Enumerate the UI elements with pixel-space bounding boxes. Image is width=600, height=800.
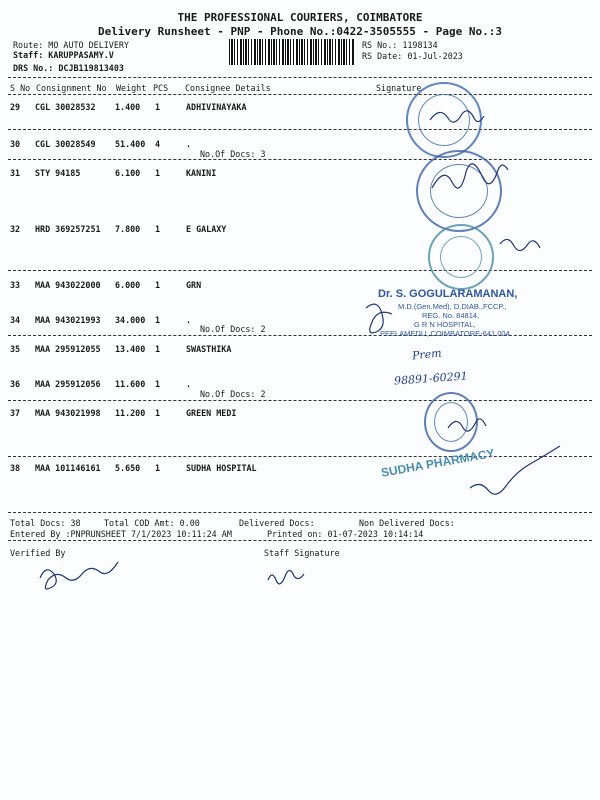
- row-pcs: 1: [155, 344, 161, 354]
- row-consignment: MAA 295912056: [35, 379, 101, 389]
- row-pcs: 4: [155, 139, 161, 149]
- doctor-stamp-reg: REG. No. 84814,: [422, 311, 480, 320]
- row-pcs: 1: [155, 280, 161, 290]
- row-consignee: SUDHA HOSPITAL: [186, 463, 257, 473]
- row-consignment: MAA 943021998: [35, 408, 101, 418]
- row-pcs: 1: [155, 224, 161, 234]
- total-cod: Total COD Amt: 0.00: [104, 518, 200, 528]
- staff-signature-label: Staff Signature: [264, 548, 340, 558]
- row-weight: 7.800: [115, 224, 141, 234]
- row-consignee: ADHIVINAYAKA: [186, 102, 247, 112]
- pharmacy-stamp: SUDHA PHARMACY: [380, 446, 496, 480]
- row-sno: 35: [10, 344, 21, 354]
- rs-number: RS No.: 1198134: [362, 40, 438, 50]
- row-sno: 36: [10, 379, 21, 389]
- row-docs-note: No.Of Docs: 2: [200, 389, 266, 399]
- row-consignment: MAA 943021993: [35, 315, 101, 325]
- row-consignee: GREEN MEDI: [186, 408, 237, 418]
- row-consignment: MAA 295912055: [35, 344, 101, 354]
- row-consignment: MAA 943022000: [35, 280, 101, 290]
- row-consignee: KANINI: [186, 168, 217, 178]
- col-pcs: PCS: [153, 83, 169, 93]
- row-sno: 37: [10, 408, 21, 418]
- delivered-docs: Delivered Docs:: [239, 518, 315, 528]
- rs-date: RS Date: 01-Jul-2023: [362, 51, 463, 61]
- row-weight: 11.600: [115, 379, 146, 389]
- row-weight: 1.400: [115, 102, 141, 112]
- row-consignment: MAA 101146161: [35, 463, 101, 473]
- company-title: THE PROFESSIONAL COURIERS, COIMBATORE: [177, 11, 423, 24]
- row-sno: 30: [10, 139, 21, 149]
- row-weight: 6.100: [115, 168, 141, 178]
- signature-row-37: [448, 419, 486, 431]
- entered-by: Entered By :PNPRUNSHEET 7/1/2023 10:11:24 AM: [10, 529, 232, 539]
- row-consignment: HRD 369257251: [35, 224, 101, 234]
- row-pcs: 1: [155, 168, 161, 178]
- row-weight: 13.400: [115, 344, 146, 354]
- row-consignee: .: [186, 315, 192, 325]
- route-label: Route: MO AUTO DELIVERY: [13, 40, 129, 50]
- signature-row-34: [366, 304, 392, 333]
- row-consignee: .: [186, 379, 192, 389]
- row-pcs: 1: [155, 379, 161, 389]
- row-consignee: SWASTHIKA: [186, 344, 232, 354]
- row-sno: 33: [10, 280, 21, 290]
- signature-row-31: [432, 164, 508, 188]
- row-weight: 5.650: [115, 463, 141, 473]
- row-consignee: .: [186, 139, 192, 149]
- handwritten-name: Prem: [411, 346, 443, 363]
- row-pcs: 1: [155, 463, 161, 473]
- signature-row-29: [430, 111, 484, 122]
- handwritten-phone: 98891-60291: [393, 369, 469, 388]
- total-docs: Total Docs: 38: [10, 518, 81, 528]
- staff-label: Staff: KARUPPASAMY.V: [13, 50, 114, 60]
- row-consignee: GRN: [186, 280, 202, 290]
- row-weight: 34.000: [115, 315, 146, 325]
- signature-row-32: [500, 239, 540, 250]
- runsheet-subtitle: Delivery Runsheet - PNP - Phone No.:0422-3505555 - Page No.:3: [98, 25, 502, 38]
- staff-signature: [268, 570, 304, 583]
- doctor-stamp-address: PEELAMEDU, COIMBATORE-641 004.: [380, 329, 512, 338]
- row-consignee: E GALAXY: [186, 224, 227, 234]
- col-consignee: Consignee Details: [185, 83, 271, 93]
- doctor-stamp-name: Dr. S. GOGULARAMANAN,: [378, 288, 518, 300]
- col-weight: Weight: [116, 83, 147, 93]
- col-signature: Signature: [376, 83, 422, 93]
- row-docs-note: No.Of Docs: 2: [200, 324, 266, 334]
- col-sno: S No: [10, 83, 31, 93]
- row-consignment: STY 94185: [35, 168, 81, 178]
- printed-on: Printed on: 01-07-2023 10:14:14: [267, 529, 424, 539]
- verified-by-signature: [40, 562, 118, 589]
- doctor-stamp-hospital: G R N HOSPITAL,: [414, 320, 476, 329]
- drs-number: DRS No.: DCJB119813403: [13, 63, 124, 73]
- row-consignment: CGL 30028532: [35, 102, 96, 112]
- row-docs-note: No.Of Docs: 3: [200, 149, 266, 159]
- signature-row-38: [470, 446, 560, 494]
- row-weight: 11.200: [115, 408, 146, 418]
- verified-by-label: Verified By: [10, 548, 66, 558]
- col-consignment: Consignment No: [36, 83, 107, 93]
- row-weight: 6.000: [115, 280, 141, 290]
- non-delivered-docs: Non Delivered Docs:: [359, 518, 455, 528]
- row-sno: 29: [10, 102, 21, 112]
- row-sno: 34: [10, 315, 21, 325]
- row-pcs: 1: [155, 315, 161, 325]
- row-sno: 38: [10, 463, 21, 473]
- doctor-stamp-qualification: M.D.(Gen.Med), D.DIAB.,FCCP.,: [398, 302, 507, 311]
- row-pcs: 1: [155, 102, 161, 112]
- row-sno: 31: [10, 168, 21, 178]
- row-sno: 32: [10, 224, 21, 234]
- row-pcs: 1: [155, 408, 161, 418]
- row-consignment: CGL 30028549: [35, 139, 96, 149]
- row-weight: 51.400: [115, 139, 146, 149]
